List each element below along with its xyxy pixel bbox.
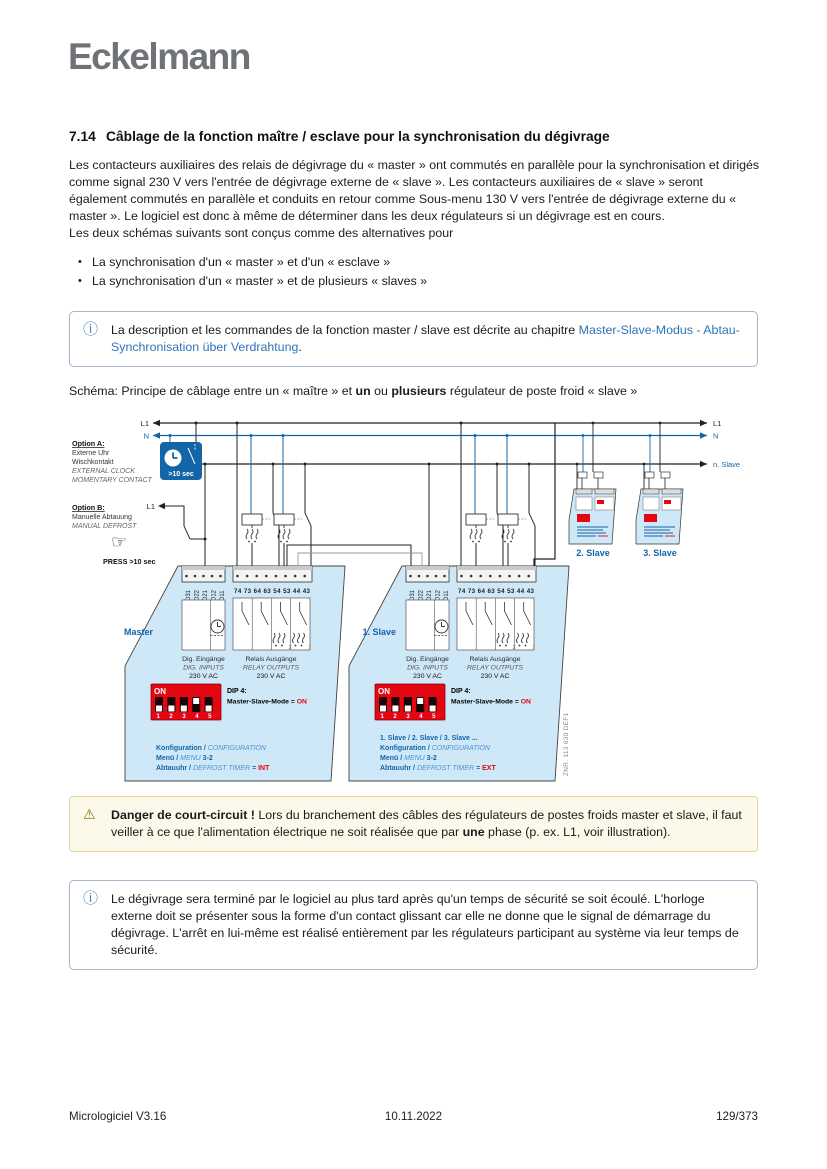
info-box-1: ⓘ La description et les commandes de la fonction master / slave est décrite au chapitre Master-Slave-Modus - Abtau-Synchronisation über Verdrahtung. xyxy=(69,311,758,367)
intro-p2: Les deux schémas suivants sont conçus comme des alternatives pour xyxy=(69,225,454,240)
svg-text:PRESS >10 sec: PRESS >10 sec xyxy=(103,557,156,566)
intro-paragraph xyxy=(69,157,764,242)
info-box-2 xyxy=(69,880,758,970)
slave1-controller xyxy=(349,422,569,782)
warning-icon: ⚠ xyxy=(83,806,96,822)
svg-text:Wischkontakt: Wischkontakt xyxy=(72,459,114,466)
schema-caption: Schéma: Principe de câblage entre un « maître » et un ou plusieurs régulateur de poste froid « slave » xyxy=(69,384,638,398)
cross-wire-return xyxy=(298,553,422,566)
svg-text:L1: L1 xyxy=(140,419,149,428)
footer-date: 10.11.2022 xyxy=(384,1110,443,1123)
note1-text: La description et les commandes de la fonction master / slave est décrite au chapitre xyxy=(111,323,579,337)
master-config-line3: Abtauuhr / DEFROST TIMER = INT xyxy=(156,765,270,772)
bullet-icon: • xyxy=(78,274,82,287)
page-footer xyxy=(69,1110,758,1123)
bullet-icon: • xyxy=(78,256,82,268)
slave3-mini xyxy=(636,422,683,544)
svg-text:EXTERNAL CLOCK: EXTERNAL CLOCK xyxy=(72,468,135,475)
bus-l1 xyxy=(141,419,722,428)
wiring-diagram xyxy=(69,414,784,792)
slave2-label: 2. Slave xyxy=(576,548,610,558)
footer-version: Micrologiciel V3.16 xyxy=(69,1110,167,1123)
master-label: Master xyxy=(123,627,153,637)
svg-text:N: N xyxy=(143,431,149,441)
slave1-label: 1. Slave xyxy=(362,627,396,637)
slave1-config-line3: Abtauuhr / DEFROST TIMER = EXT xyxy=(380,765,496,772)
l1-feed-wire xyxy=(534,423,555,566)
info-icon: ⓘ xyxy=(83,321,99,338)
clock-badge: >10 sec xyxy=(168,471,194,478)
drawing-number: ZNR. 113 630 DEF1 xyxy=(563,712,570,776)
svg-text:Option A:: Option A: xyxy=(72,439,105,448)
svg-text:MANUAL DEFROST: MANUAL DEFROST xyxy=(72,523,137,530)
cross-wire xyxy=(287,545,411,566)
master-controller xyxy=(125,422,345,782)
warning-title: Danger de court-circuit ! xyxy=(111,808,255,822)
svg-text:n. Slave: n. Slave xyxy=(713,460,741,469)
svg-text:Externe Uhr: Externe Uhr xyxy=(72,450,110,457)
slave3-label: 3. Slave xyxy=(643,548,677,558)
option-a xyxy=(72,422,202,485)
slave2-mini xyxy=(569,422,616,544)
info-icon: ⓘ xyxy=(83,890,99,907)
note2-text: Le dégivrage sera terminé par le logiciel au plus tard après qu'un temps de sécurité se soit écoulé. L'horloge externe doit se présenter sous la forme d'un contact glissant car elle ne donne que le signal de démarrage du dégivrage. L'arrêt en lui-même est réalisé entièrement par les régulateurs participant au système via leur temps de sécurité. xyxy=(111,892,739,957)
footer-page-number: 129/373 xyxy=(716,1110,758,1123)
section-heading xyxy=(69,129,610,144)
option-b xyxy=(72,502,207,566)
intro-p1: Les contacteurs auxiliaires des relais de dégivrage du « master » ont commutés en parallèle pour la synchronisation et dirigés comme signal 230 V vers l'entrée de dégivrage externe de « slave ». Les contacteurs auxiliaires de « slave » seront également commutés en parallèle et conduits en retour comme Sous-menu 130 V vers l'entrée de dégivrage externe du « master ». Le logiciel est donc à même de déterminer dans les deux régulateurs si un dégivrage est en cours. xyxy=(69,158,760,223)
company-logo: Eckelmann xyxy=(68,36,250,77)
svg-text:MOMENTARY CONTACT: MOMENTARY CONTACT xyxy=(72,477,152,484)
svg-text:L1: L1 xyxy=(713,419,722,428)
section-number: 7.14 xyxy=(69,129,96,144)
bus-n xyxy=(144,432,719,441)
slave1-chain: 1. Slave / 2. Slave / 3. Slave ... xyxy=(380,735,478,742)
list-item: • La synchronisation d'un « master » et de plusieurs « slaves » xyxy=(78,272,758,291)
svg-text:L1: L1 xyxy=(146,502,155,511)
hand-press-icon: ☞ xyxy=(111,532,128,552)
external-clock-icon xyxy=(160,422,202,481)
warning-box: ⚠ Danger de court-circuit ! Lors du branchement des câbles des régulateurs de postes froids master et slave, il faut veiller à ce que l'alimentation électrique ne soit réalisée que par une phase (p. ex. L1, voir illustration). xyxy=(69,796,758,852)
svg-text:Option B:: Option B: xyxy=(72,503,105,512)
section-title: Câblage de la fonction maître / esclave pour la synchronisation du dégivrage xyxy=(106,129,610,144)
list-item: • La synchronisation d'un « master » et d'un « esclave » xyxy=(78,253,758,272)
svg-text:N: N xyxy=(713,431,719,441)
bullet-list xyxy=(78,253,758,290)
chapter-link[interactable]: Master-Slave-Modus - Abtau-Synchronisation über Verdrahtung xyxy=(111,323,740,354)
svg-text:Manuelle Abtauung: Manuelle Abtauung xyxy=(72,514,132,521)
